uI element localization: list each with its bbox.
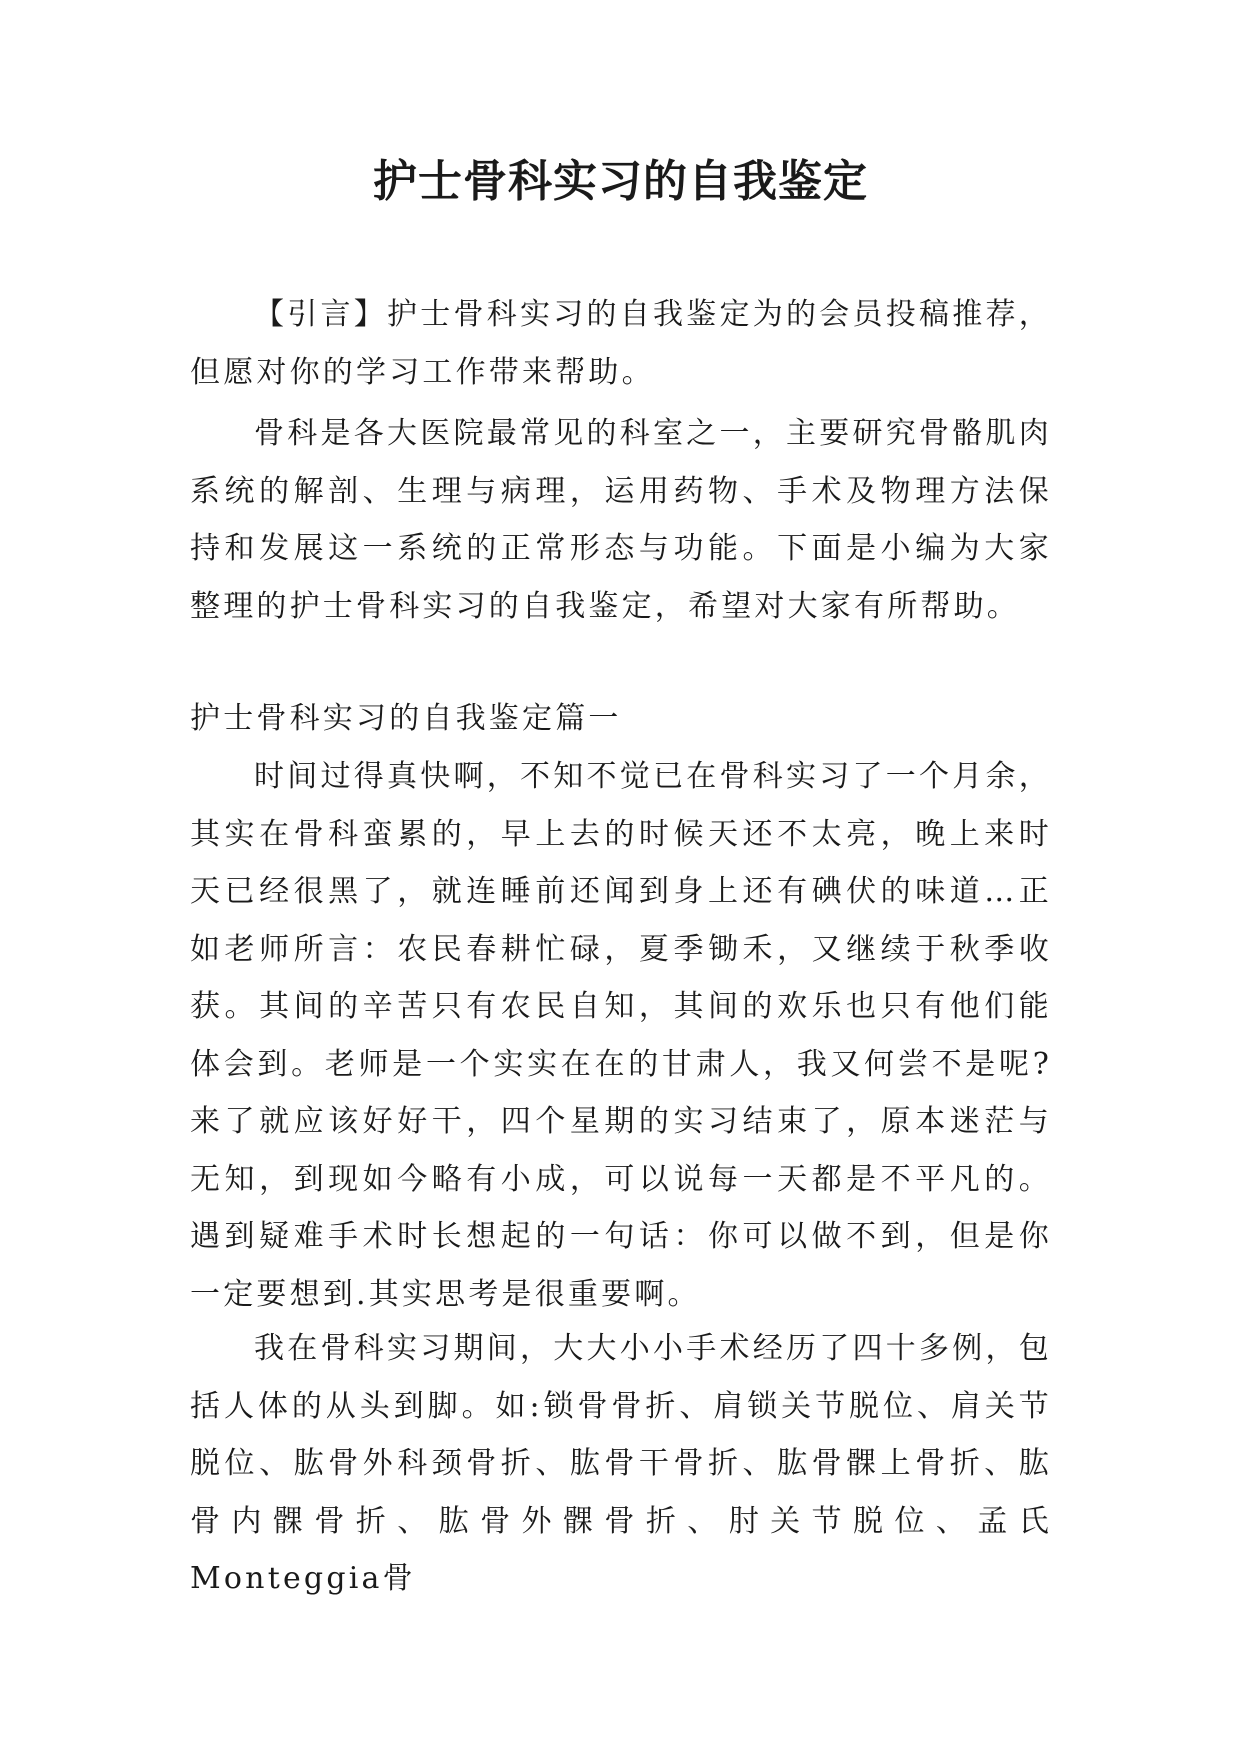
body-paragraph-1: 时间过得真快啊，不知不觉已在骨科实习了一个月余，其实在骨科蛮累的，早上去的时候天还不太亮，晚上来时天已经很黑了，就连睡前还闻到身上还有碘伏的味道…正如老师所言：农民春耕忙碌，夏季锄禾，又继续于秋季收获。其间的辛苦只有农民自知，其间的欢乐也只有他们能体会到。老师是一个实实在在的甘肃人，我又何尝不是呢?来了就应该好好干，四个星期的实习结束了，原本迷茫与无知，到现如今略有小成，可以说每一天都是不平凡的。遇到疑难手术时长想起的一句话：你可以做不到，但是你一定要想到.其实思考是很重要啊。 (190, 759, 1052, 1312)
description-paragraph: 骨科是各大医院最常见的科室之一，主要研究骨骼肌肉系统的解剖、生理与病理，运用药物、手术及物理方法保持和发展这一系统的正常形态与功能。下面是小编为大家整理的护士骨科实习的自我鉴定，希望对大家有所帮助。 (190, 416, 1052, 624)
body-paragraph-2: 我在骨科实习期间，大大小小手术经历了四十多例，包括人体的从头到脚。如:锁骨骨折、肩锁关节脱位、肩关节脱位、肱骨外科颈骨折、肱骨干骨折、肱骨髁上骨折、肱骨内髁骨折、肱骨外髁骨折、肘关节脱位、孟氏Monteggia骨 (190, 1331, 1052, 1596)
section-heading: 护士骨科实习的自我鉴定篇一 (190, 701, 622, 736)
document-title: 护士骨科实习的自我鉴定 (373, 156, 868, 207)
intro-paragraph: 【引言】护士骨科实习的自我鉴定为的会员投稿推荐，但愿对你的学习工作带来帮助。 (190, 297, 1052, 390)
